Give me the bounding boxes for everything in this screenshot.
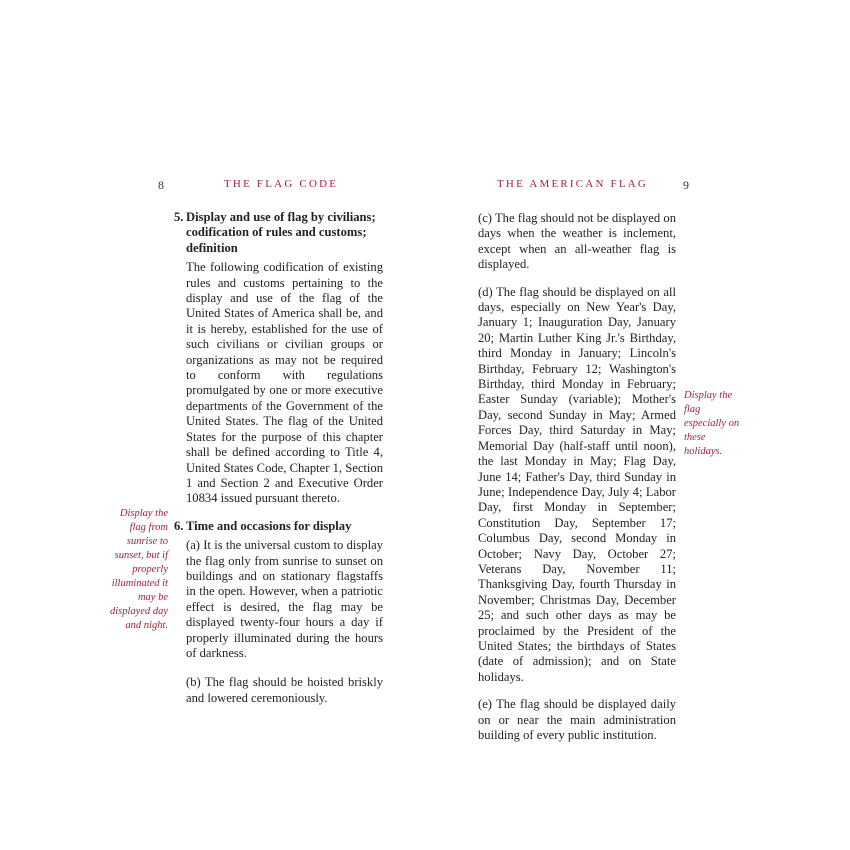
right-page-body <box>478 211 676 743</box>
section-6-para-a: (a) It is the universal custom to display the flag only from sunrise to sunset on buildings and on stationary flagstaffs in the open. However, when a patriotic effect is desired, the flag may be displayed twenty-four hours a day if properly illuminated during the hours of darkness. <box>186 538 383 660</box>
section-5-heading <box>174 210 383 256</box>
para-e: (e) The flag should be displayed daily on or near the main administration building of every public institution. <box>478 697 676 742</box>
left-page-body <box>174 210 383 706</box>
right-margin-note: Display the flag especially on these holidays. <box>684 390 740 457</box>
para-d: (d) The flag should be displayed on all days, especially on New Year's Day, January 1; Inauguration Day, January 20; Martin Luther King Jr.'s Birthday, third Monday in January; Lincoln's Birthday, February 12; Washington's Birthday, third Monday in February; Easter Sunday (variable); Mother's Day, second Sunday in May; Armed Forces Day, third Saturday in May; Memorial Day (half-staff until noon), the last Monday in May; Flag Day, June 14; Father's Day, third Sunday in June; Independence Day, July 4; Labor Day, first Monday in September; Constitution Day, September 17; Columbus Day, second Monday in October; Navy Day, October 27; Veterans Day, November 11; Thanksgiving Day, fourth Thursday in November; Christmas Day, December 25; and such other days as may be proclaimed by the President of the United States; the birthdays of States (date of admission); and on State holidays. <box>478 284 676 684</box>
para-c: (c) The flag should not be displayed on days when the weather is inclement, except when an all-weather flag is displayed. <box>478 211 676 272</box>
section-6-title: Time and occasions for display <box>186 518 352 533</box>
left-running-head: THE FLAG CODE <box>224 178 339 190</box>
right-running-head: THE AMERICAN FLAG <box>497 178 649 190</box>
section-6-para-b: (b) The flag should be hoisted briskly and lowered ceremoniously. <box>186 675 383 705</box>
section-5-number: 5. <box>174 210 184 224</box>
section-6-number: 6. <box>174 518 184 533</box>
left-margin-note: Display the flag from sunrise to sunset, but if properly illuminated it may be displayed day and night. <box>109 508 168 631</box>
section-6-heading <box>174 519 383 534</box>
section-5-body: The following codification of existing rules and customs pertaining to the display and use of the flag of the United States of America shall be, and it is hereby, established for the use of such civilians or civilian groups or organizations as may not be required to conform with regulations promulgated by one or more executive departments of the Government of the United States. The flag of the United States for the purpose of this chapter shall be defined according to Title 4, United States Code, Chapter 1, Section 1 and Section 2 and Executive Order 10834 issued pursuant thereto. <box>186 260 383 506</box>
left-page-number: 8 <box>158 178 164 192</box>
section-5-title: Display and use of flag by civilians; codification of rules and customs; definition <box>186 210 376 255</box>
right-page-number: 9 <box>683 178 689 192</box>
